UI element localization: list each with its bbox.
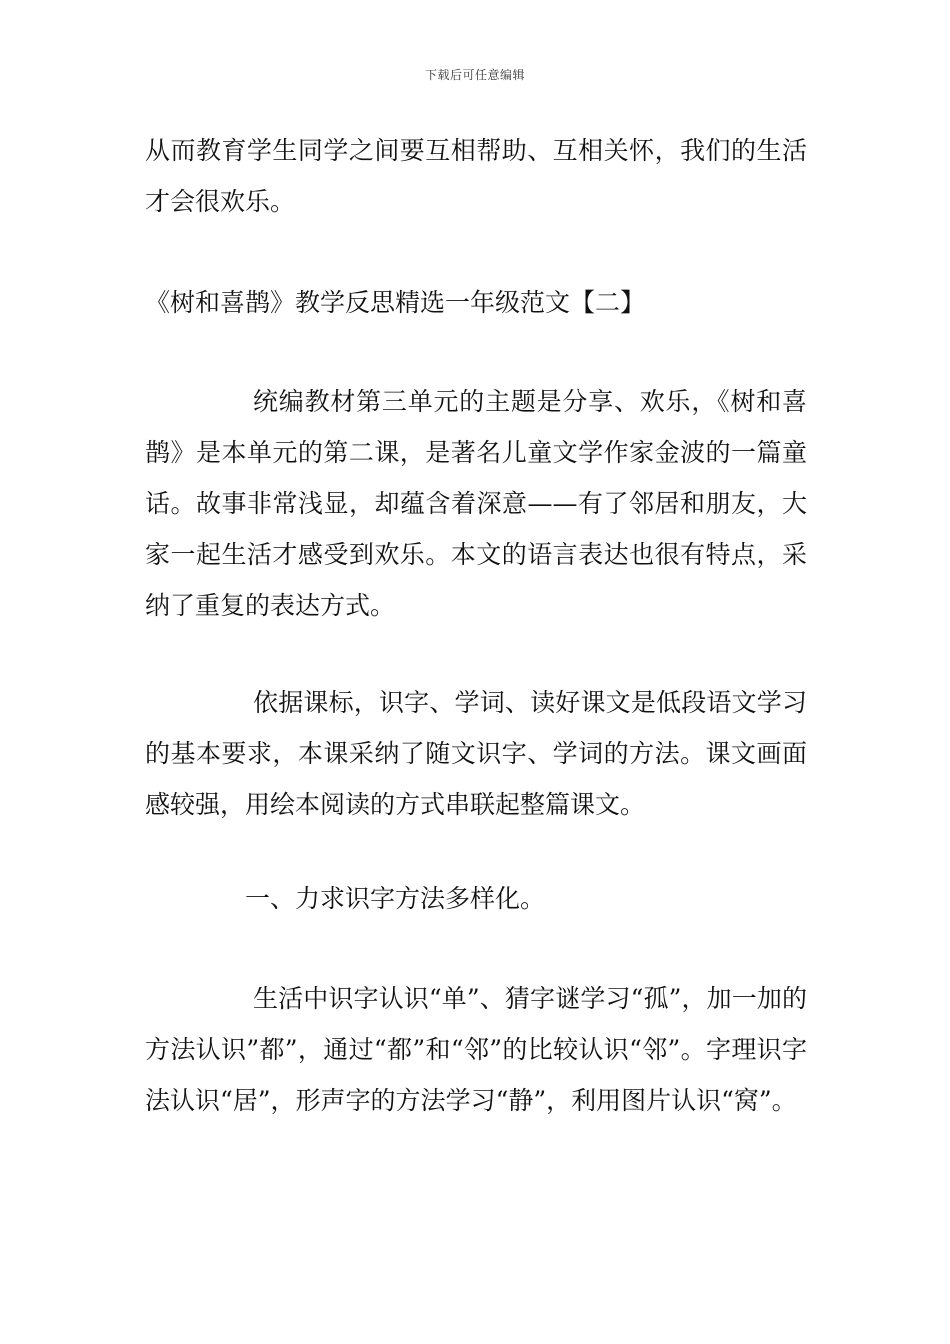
- subsection-heading: 一、力求识字方法多样化。: [245, 884, 546, 913]
- paragraph-intro: 统编教材第三单元的主题是分享、欢乐，《树和喜鹊》是本单元的第二课，是著名儿童文学作家金波的一篇童话。故事非常浅显，却蕴含着深意——有了邻居和朋友，大家一起生活才感受到欢乐。本文的语言表达也很有特点，采纳了重复的表达方式。: [145, 387, 807, 620]
- section-title: 《树和喜鹊》教学反思精选一年级范文【二】: [145, 288, 646, 317]
- paragraph-continuation: 从而教育学生同学之间要互相帮助、互相关怀，我们的生活才会很欢乐。: [145, 136, 807, 216]
- paragraph-curriculum: 依据课标，识字、学词、读好课文是低段语文学习的基本要求，本课采纳了随文识字、学词的方法。课文画面感较强，用绘本阅读的方式串联起整篇课文。: [145, 688, 807, 819]
- paragraph-methods: 生活中识字认识“单”、猜字谜学习“孤”，加一加的方法认识”都”，通过“都”和“邻”的比较认识“邻”。字理识字法认识“居”，形声字的方法学习“静”，利用图片认识“窝”。: [145, 984, 807, 1115]
- header-note: 下载后可任意编辑: [424, 68, 525, 82]
